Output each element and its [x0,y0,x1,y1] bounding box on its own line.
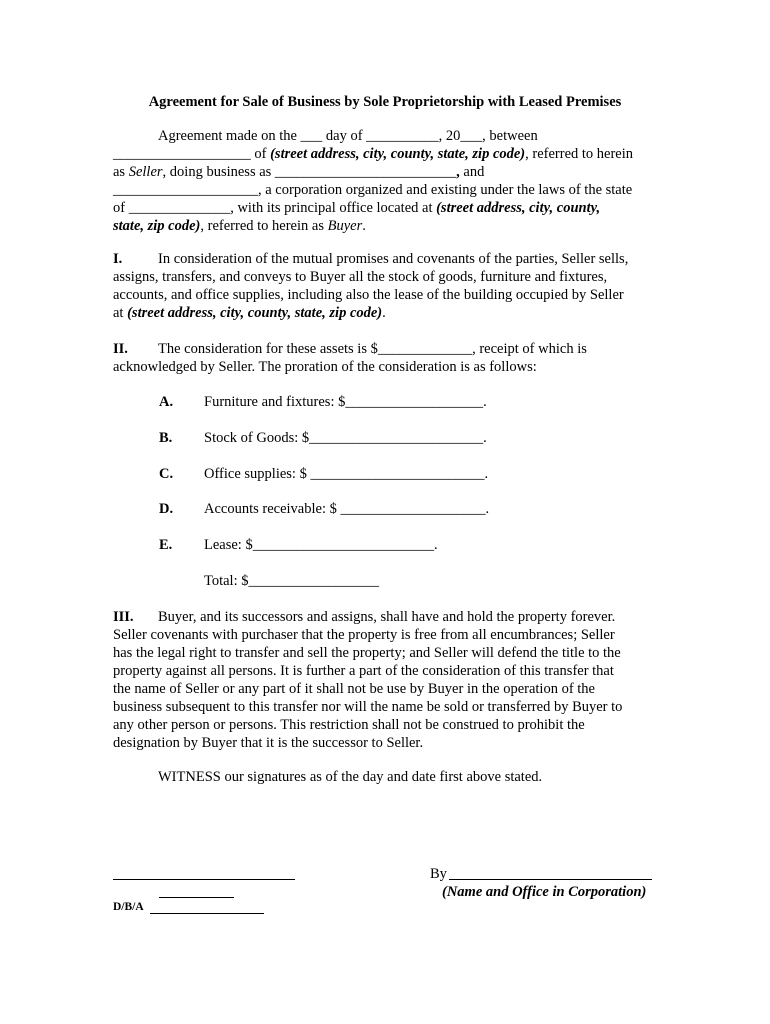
dba-label: D/B/A [113,901,144,913]
item-furniture [159,393,487,411]
item-text: Furniture and fixtures: $___________________. [204,394,487,410]
section-3 [113,608,658,752]
section-3-text: any other person or persons. This restriction shall not be construed to prohibit the [113,717,585,733]
section-3-text: has the legal right to transfer and sell the property; and Seller will defend the title to the [113,645,621,661]
section-1-text: . [382,305,386,321]
section-3-text: Seller covenants with purchaser that the property is free from all encumbrances; Seller [113,627,615,643]
section-3-label: III. [113,609,134,625]
total-line: Total: $__________________ [204,573,379,589]
document-title: Agreement for Sale of Business by Sole Proprietorship with Leased Premises [148,94,622,110]
intro-seller-blank: ___________________ of [113,146,271,162]
by-label: By [430,866,447,882]
section-2-text: acknowledged by Seller. The proration of the consideration is as follows: [113,359,537,375]
section-1-text: at [113,305,128,321]
seller-address-placeholder: (street address, city, county, state, zip code) [270,146,526,162]
witness-statement: WITNESS our signatures as of the day and date first above stated. [158,769,543,785]
buyer-term: Buyer [327,218,363,234]
intro-line-1: Agreement made on the ___ day of __________, 20___, between [158,128,538,144]
buyer-signature-line [449,879,652,880]
section-3-text: designation by Buyer that it is the successor to Seller. [113,735,424,751]
section-3-text: the name of Seller or any part of it shall not be use by Buyer in the operation of the [113,681,595,697]
item-lease [159,536,438,554]
section-1-text: In consideration of the mutual promises and covenants of the parties, Seller sells, [158,251,629,267]
dba-blank: , doing business as _________________________ [162,164,457,180]
intro-text: and [459,164,485,180]
corporation-line: ____________________, a corporation organized and existing under the laws of the state [113,182,633,198]
section-1-text: assigns, transfers, and conveys to Buyer all the stock of goods, furniture and fixtures, [113,269,608,285]
seller-signature-line [113,879,295,880]
item-label: B. [159,430,173,446]
item-label: C. [159,466,174,482]
item-label: A. [159,394,174,410]
seller-name-line [159,897,234,898]
section-1-text: accounts, and office supplies, including also the lease of the building occupied by Seller [113,287,624,303]
section-3-text: business subsequent to this transfer nor will the name be sold or transferred by Buyer to [113,699,623,715]
buyer-address-placeholder: state, zip code) [113,218,201,234]
intro-text: , referred to herein as [200,218,328,234]
section-3-text: property against all persons. It is further a part of the consideration of this transfer that [113,663,614,679]
item-accounts-receivable [159,500,489,518]
intro-paragraph [113,127,658,235]
section-2 [113,340,658,376]
item-label: D. [159,501,174,517]
section-2-text: The consideration for these assets is $_____________, receipt of which is [158,341,587,357]
item-text: Office supplies: $ ________________________. [204,466,489,482]
premises-address-placeholder: (street address, city, county, state, zip code) [127,305,383,321]
section-1-label: I. [113,251,123,267]
item-label: E. [159,537,173,553]
section-3-text: Buyer, and its successors and assigns, shall have and hold the property forever. [158,609,616,625]
intro-text: as [113,164,129,180]
item-stock [159,429,487,447]
intro-comma: , [456,164,460,180]
buyer-address-placeholder: (street address, city, county, [436,200,601,216]
item-text: Accounts receivable: $ ____________________. [204,501,490,517]
seller-term: Seller [128,164,163,180]
intro-text: , referred to herein [525,146,634,162]
dba-line [150,913,264,914]
section-2-label: II. [113,341,128,357]
item-text: Stock of Goods: $________________________. [204,430,487,446]
state-line: of ______________, with its principal office located at [113,200,437,216]
intro-text: . [362,218,366,234]
section-1 [113,250,658,322]
dba-signature [113,898,144,916]
item-text: Lease: $_________________________. [204,537,438,553]
item-office-supplies [159,465,488,483]
name-office-caption: (Name and Office in Corporation) [442,884,647,900]
